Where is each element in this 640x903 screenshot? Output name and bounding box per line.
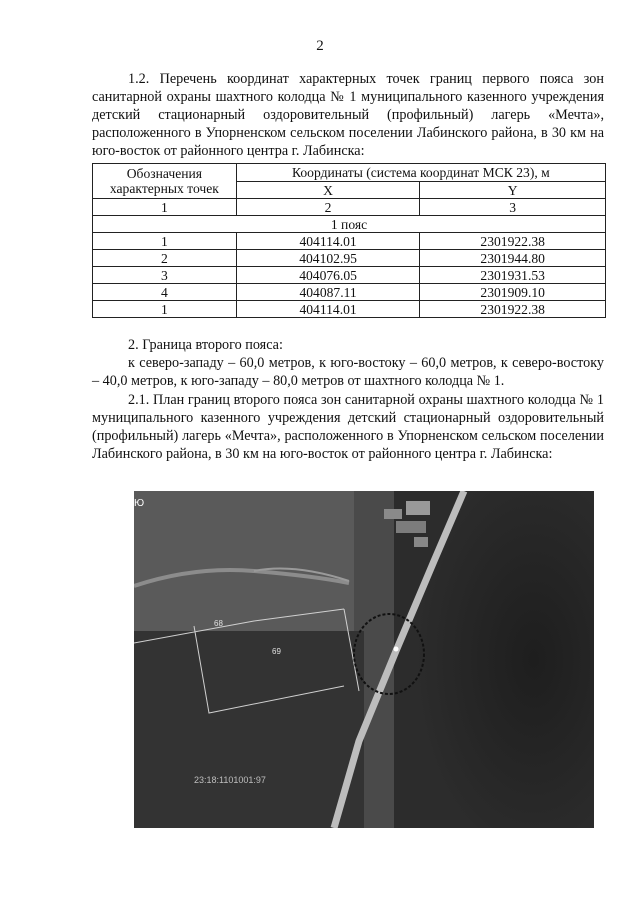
point-x: 404076.05 xyxy=(236,267,420,284)
point-x: 404114.01 xyxy=(236,301,420,318)
point-id: 4 xyxy=(93,284,237,301)
table-row xyxy=(93,250,606,267)
table-row xyxy=(93,267,606,284)
parcel-label: 69 xyxy=(272,647,281,656)
point-y: 2301922.38 xyxy=(420,301,606,318)
point-y: 2301931.53 xyxy=(420,267,606,284)
section-2-title xyxy=(92,336,604,354)
satellite-map xyxy=(134,491,594,828)
parcel-label: 68 xyxy=(214,619,223,628)
column-number: 1 xyxy=(93,199,237,216)
point-x: 404114.01 xyxy=(236,233,420,250)
coordinates-table xyxy=(92,163,606,318)
table-row xyxy=(93,233,606,250)
page-number: 2 xyxy=(316,38,324,54)
point-id: 1 xyxy=(93,233,237,250)
zone-label: 1 пояс xyxy=(93,216,606,233)
column-number: 3 xyxy=(420,199,606,216)
table-row xyxy=(93,284,606,301)
point-y: 2301909.10 xyxy=(420,284,606,301)
point-id: 2 xyxy=(93,250,237,267)
table-row xyxy=(93,301,606,318)
map-image xyxy=(134,491,594,828)
header-coords: Координаты (система координат МСК 23), м xyxy=(236,164,605,182)
section-2-text xyxy=(92,354,604,390)
section-1-2-text xyxy=(92,70,604,160)
map-cadastral-label: 23:18:1101001:97 xyxy=(194,775,266,785)
map-corner-label: Ю xyxy=(134,498,145,509)
column-number: 2 xyxy=(236,199,420,216)
section-2-1-text xyxy=(92,391,604,463)
point-x: 404087.11 xyxy=(236,284,420,301)
point-x: 404102.95 xyxy=(236,250,420,267)
header-designation: Обозначения характерных точек xyxy=(93,164,237,199)
section-1-2-body: 1.2. Перечень координат характерных точек границ первого пояса зон санитарной охраны шахтного колодца № 1 муниципального казенного учреждения детский стационарный оздоровительный (профильный) лагерь «Мечта», расположенного в Упорненском сельском поселении Лабинского района, в 30 км на юго-восток от районного центра г. Лабинска: xyxy=(92,71,604,159)
point-y: 2301944.80 xyxy=(420,250,606,267)
section-2-body: к северо-западу – 60,0 метров, к юго-востоку – 60,0 метров, к северо-востоку – 40,0 метров, к юго-западу – 80,0 метров от шахтного колодца № 1. xyxy=(92,355,604,389)
section-2-1-body: 2.1. План границ второго пояса зон санитарной охраны шахтного колодца № 1 муниципального казенного учреждения детский стационарный оздоровительный (профильный) лагерь «Мечта», расположенного в Упорненском сельском поселении Лабинского района, в 30 км на юго-восток от районного центра г. Лабинска: xyxy=(92,392,604,462)
point-id: 3 xyxy=(93,267,237,284)
point-y: 2301922.38 xyxy=(420,233,606,250)
point-id: 1 xyxy=(93,301,237,318)
header-y: Y xyxy=(420,182,606,199)
section-2-title-text: 2. Граница второго пояса: xyxy=(128,337,283,353)
header-x: X xyxy=(236,182,420,199)
